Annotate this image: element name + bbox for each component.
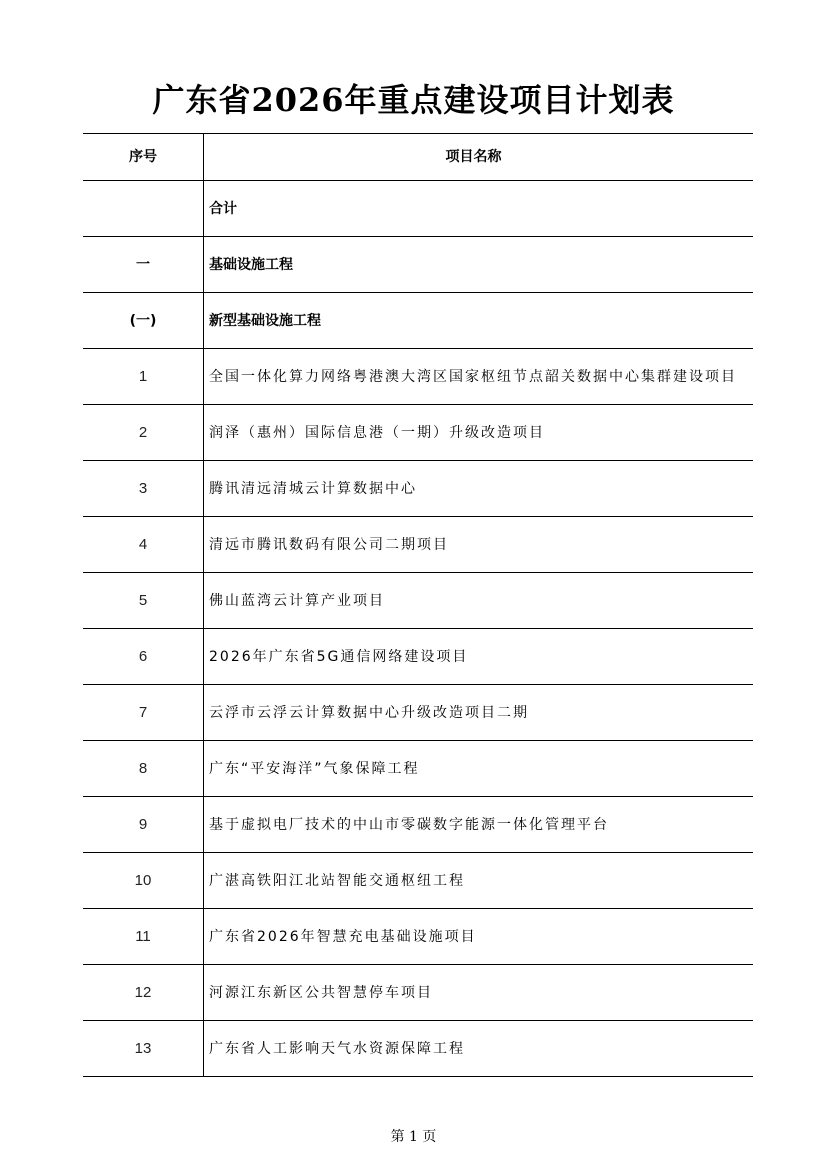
row-seq: 12 — [83, 965, 204, 1021]
project-plan-table — [83, 133, 753, 1077]
table-row — [83, 181, 753, 237]
table-row — [83, 405, 753, 461]
row-project-name: 合计 — [204, 181, 754, 237]
row-seq: 11 — [83, 909, 204, 965]
row-seq: 10 — [83, 853, 204, 909]
page-number: 第 1 页 — [390, 1129, 437, 1145]
row-seq: 5 — [83, 573, 204, 629]
row-project-name: 腾讯清远清城云计算数据中心 — [204, 461, 754, 517]
row-project-name: 润泽（惠州）国际信息港（一期）升级改造项目 — [204, 405, 754, 461]
table-row — [83, 461, 753, 517]
table-row — [83, 293, 753, 349]
row-seq: 4 — [83, 517, 204, 573]
row-project-name: 云浮市云浮云计算数据中心升级改造项目二期 — [204, 685, 754, 741]
row-project-name: 广东“平安海洋”气象保障工程 — [204, 741, 754, 797]
row-project-name: 河源江东新区公共智慧停车项目 — [204, 965, 754, 1021]
table-row — [83, 853, 753, 909]
table-header-row — [83, 134, 753, 181]
table-row — [83, 1021, 753, 1077]
row-project-name: 基于虚拟电厂技术的中山市零碳数字能源一体化管理平台 — [204, 797, 754, 853]
table-row — [83, 797, 753, 853]
row-project-name: 2026年广东省5G通信网络建设项目 — [204, 629, 754, 685]
table-row — [83, 237, 753, 293]
table-row — [83, 349, 753, 405]
row-project-name: 佛山蓝湾云计算产业项目 — [204, 573, 754, 629]
row-seq: 1 — [83, 349, 204, 405]
table-row — [83, 909, 753, 965]
table-row — [83, 573, 753, 629]
table-body — [83, 134, 753, 1077]
page-title: 广东省2026年重点建设项目计划表 — [152, 81, 675, 119]
row-project-name: 广东省2026年智慧充电基础设施项目 — [204, 909, 754, 965]
row-seq: 2 — [83, 405, 204, 461]
row-project-name: 新型基础设施工程 — [204, 293, 754, 349]
table-row — [83, 685, 753, 741]
table-row — [83, 965, 753, 1021]
row-seq: 8 — [83, 741, 204, 797]
row-project-name: 清远市腾讯数码有限公司二期项目 — [204, 517, 754, 573]
row-seq: (一) — [83, 293, 204, 349]
table-row — [83, 629, 753, 685]
row-seq: 13 — [83, 1021, 204, 1077]
row-seq: 一 — [83, 237, 204, 293]
row-project-name: 广东省人工影响天气水资源保障工程 — [204, 1021, 754, 1077]
table-row — [83, 517, 753, 573]
table-row — [83, 741, 753, 797]
header-name: 项目名称 — [204, 134, 754, 181]
row-seq: 3 — [83, 461, 204, 517]
row-project-name: 广湛高铁阳江北站智能交通枢纽工程 — [204, 853, 754, 909]
row-project-name: 基础设施工程 — [204, 237, 754, 293]
row-project-name: 全国一体化算力网络粤港澳大湾区国家枢纽节点韶关数据中心集群建设项目 — [204, 349, 754, 405]
row-seq: 7 — [83, 685, 204, 741]
row-seq: 6 — [83, 629, 204, 685]
row-seq: 9 — [83, 797, 204, 853]
header-seq: 序号 — [83, 134, 204, 181]
row-seq — [83, 181, 204, 237]
